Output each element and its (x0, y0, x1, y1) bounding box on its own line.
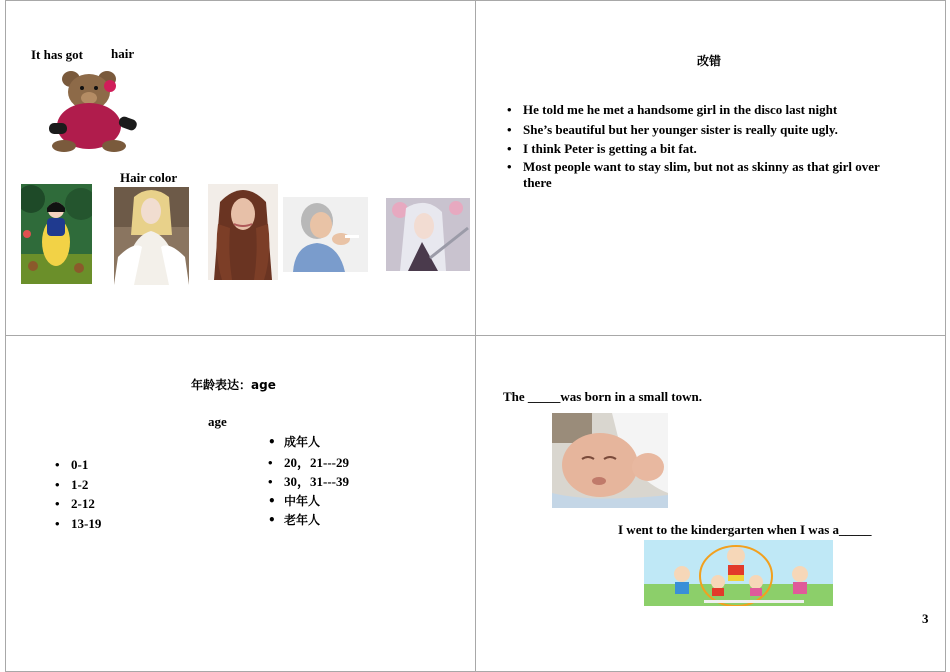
slide1-line1-right: hair (111, 46, 135, 61)
list-item: • 成年人 (266, 433, 349, 453)
slide2-bullet-list (505, 100, 905, 191)
list-item: • 2-12 (53, 494, 101, 514)
slide3-title: 年龄表达：age (191, 378, 276, 392)
list-item: • 中年人 (266, 492, 349, 512)
slide4-line2: I went to the kindergarten when I was a_____ (618, 522, 872, 537)
list-item: • 20，21---29 (266, 453, 349, 473)
slide2-title: 改错 (697, 54, 722, 68)
slide-frame-bottom-right (475, 335, 946, 672)
baby-image (552, 413, 668, 508)
blonde-doll-image (114, 187, 189, 285)
list-item: • 老年人 (266, 511, 349, 531)
kindergarten-cartoon-image (644, 540, 833, 606)
list-item: • 0-1 (53, 455, 101, 475)
list-item: • 1-2 (53, 475, 101, 495)
page-number: 3 (922, 611, 929, 626)
list-item: • He told me he met a handsome girl in the disco last night (505, 100, 905, 120)
brunette-woman-image (208, 184, 278, 280)
slide3-subtitle: age (208, 414, 227, 429)
snow-white-image (21, 184, 92, 284)
list-item: • Most people want to stay slim, but not as skinny as that girl over there (505, 159, 903, 191)
list-item: • 30，31---39 (266, 472, 349, 492)
silver-haired-girl-image (386, 198, 470, 271)
gray-haired-woman-image (283, 197, 368, 272)
slide1-line1-left: It has got (31, 47, 84, 62)
list-item: • 13-19 (53, 514, 101, 534)
slide4-line1: The _____was born in a small town. (503, 389, 702, 404)
list-item: • I think Peter is getting a bit fat. (505, 139, 905, 159)
slide1-caption: Hair color (120, 170, 178, 185)
list-item: • She’s beautiful but her younger sister is really quite ugly. (505, 120, 905, 140)
teddy-bear-image (44, 66, 144, 152)
slide3-left-list (53, 455, 101, 533)
slide3-right-list (266, 433, 349, 531)
